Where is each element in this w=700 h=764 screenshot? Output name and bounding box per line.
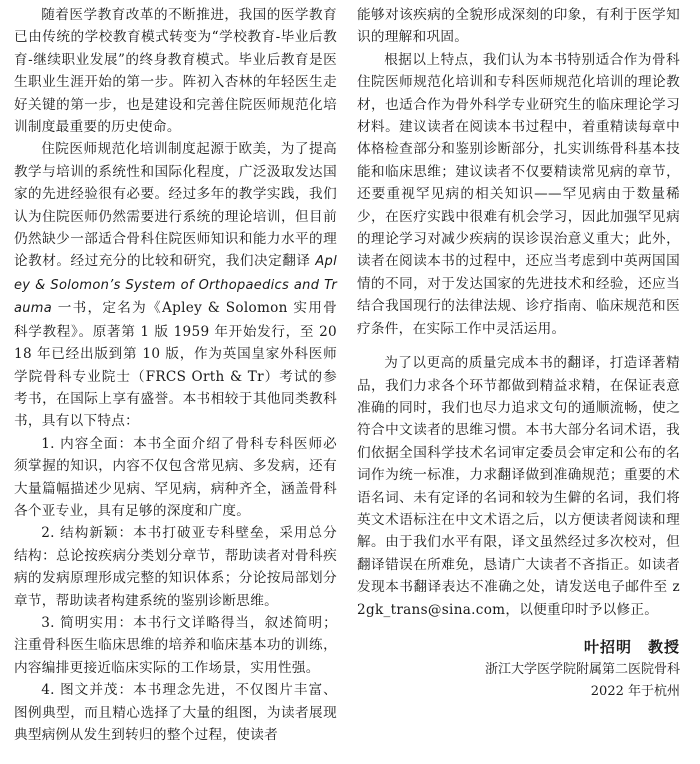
feature-item-1: 1. 内容全面：本书全面介绍了骨科专科医师必须掌握的知识，内容不仅包含常见病、多发病，还有大量篇幅描述少见病、罕见病，病种齐全，涵盖骨科各个亚专业，具有足够的深度和广度。 [14, 435, 337, 519]
paragraph-education-reform: 随着医学教育改革的不断推进，我国的医学教育已由传统的学校教育模式转变为“学校教育-毕业后教育-继续职业发展”的终身教育模式。毕业后教育是医生职业生涯开始的第一步。阵初入杏林的年轻医生走好关键的第一步，也是建设和完善住院医师规范化培训制度最重要的历史使命。 [14, 7, 337, 136]
paragraph-training-origin-text-2: 一书，定名为《Apley & Solomon 实用骨科学教程》。原著第 1 版 1959 年开始发行，至 2018 年已经出版到第 10 版，作为英国皇家外科医师学院骨科专业院士（FRCS Orth & Tr）考试的参考书，在国际上享有盛誉。本书相较于其他同类教科书，具有以下特点： [14, 300, 338, 430]
left-column [14, 4, 337, 764]
author-name: 叶招明 教授 [583, 637, 680, 656]
paragraph-recommendation: 根据以上特点，我们认为本书特别适合作为骨科住院医师规范化培训和专科医师规范化培训的理论教材，也适合作为骨外科学专业研究生的临床理论学习材料。建议读者在阅读本书过程中，着重精读每章中体格检查部分和鉴别诊断部分，扎实训练骨科基本技能和临床思维；建议读者不仅要精读常见病的章节，还要重视罕见病的相关知识——罕见病由于数量稀少，在医疗实践中很难有机会学习，因此加强罕见病的理论学习对减少疾病的误诊误治意义重大；此外，读者在阅读本书的过程中，还应当考虑到中英两国国情的不同，对于发达国家的先进技术和经验，还应当结合我国现行的法律法规、诊疗指南、临床规范和医疗条件，在实际工作中灵活运用。 [357, 51, 680, 337]
paragraph-training-origin-text: 住院医师规范化培训制度起源于欧美，为了提高教学与培训的系统性和国际化程度，广泛汲取发达国家的先进经验很有必要。经过多年的教学实践，我们认为住院医师仍然需要进行系统的理论培训，但目前仍然缺少一部适合骨科住院医师知识和能力水平的理论教材。经过充分的比较和研究，我们决定翻译 [14, 141, 337, 270]
signature-date: 2022 年于杭州 [590, 683, 680, 699]
right-column [357, 4, 680, 764]
paragraph-training-origin [14, 138, 337, 432]
paragraph-continued: 能够对该疾病的全貌形成深刻的印象，有利于医学知识的理解和巩固。 [357, 7, 680, 46]
feature-item-4: 4. 图文并茂：本书理念先进，不仅图片丰富、图例典型，而且精心选择了大量的组图，为读者展现典型病例从发生到转归的整个过程，使读者 [14, 682, 337, 743]
paragraph-translation-notes: 为了以更高的质量完成本书的翻译，打造译著精品，我们力求各个环节都做到精益求精，在保证表意准确的同时，我们也尽力追求文句的通顺流畅，使之符合中文读者的思维习惯。本书大部分名词术语，我们依据全国科学技术名词审定委员会审定和公布的名词作为统一标准，力求翻译做到准确规范；重要的术语名词、未有定译的名词和较为生僻的名词，我们将英文术语标注在中文术语之后，以方便读者阅读和理解。由于我们水平有限，译文虽然经过多次校对，但翻译错误在所难免，恳请广大读者不吝指正。如读者发现本书翻译表达不准确之处，请发送电子邮件至 z2gk_trans@sina.com，以便重印时予以修正。 [357, 355, 680, 618]
feature-item-2: 2. 结构新颖：本书打破亚专科壁垒，采用总分结构：总论按疾病分类划分章节，帮助读者对骨科疾病的发病原理形成完整的知识体系；分论按局部划分章节，帮助读者构建系统的鉴别诊断思维。 [14, 525, 337, 609]
original-book-title: Apley & Solomon’s System of Orthopaedics and Trauma [14, 254, 337, 317]
feature-item-3: 3. 简明实用：本书行文详略得当，叙述简明；注重骨科医生临床思维的培养和临床基本功的训练，内容编排更接近临床实际的工作场景，实用性强。 [14, 614, 337, 676]
author-affiliation: 浙江大学医学院附属第二医院骨科 [484, 661, 680, 677]
signature-block [357, 635, 680, 703]
